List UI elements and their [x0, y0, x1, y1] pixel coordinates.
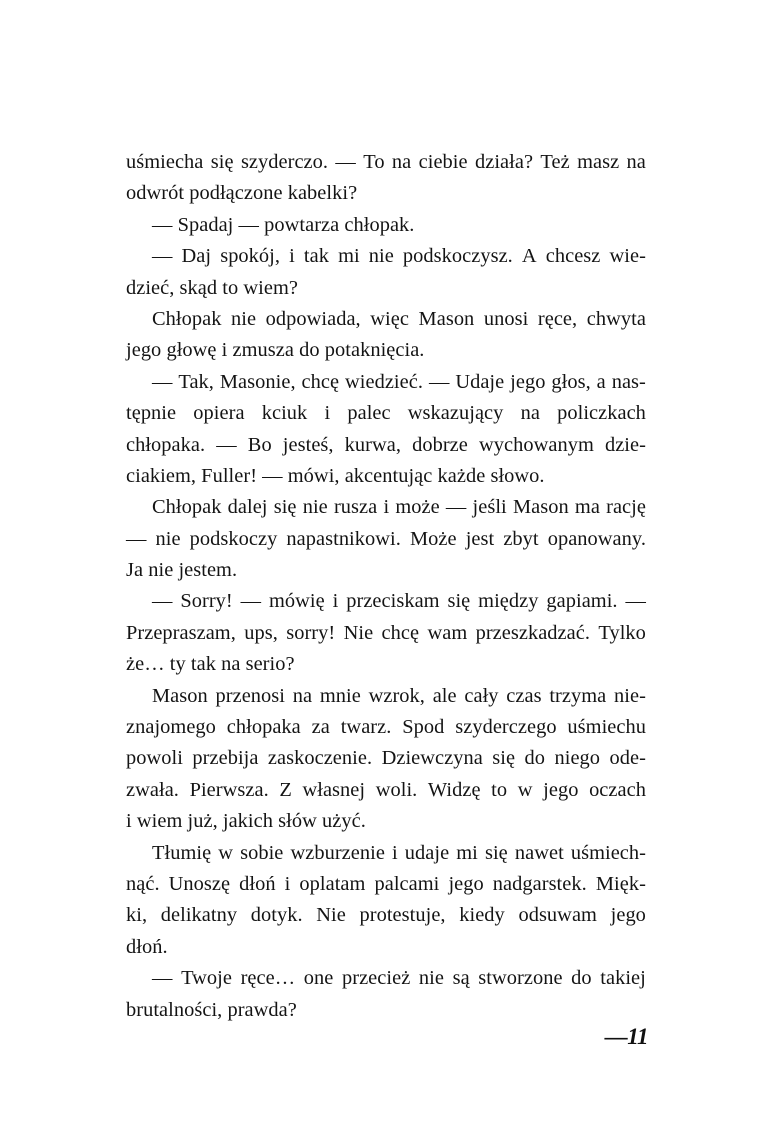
word: napastnikowi.: [286, 527, 401, 550]
word: uśmiechu: [567, 716, 646, 739]
word: zaskoczenie.: [267, 747, 373, 770]
word: odwrót podłączone kabelki?: [126, 182, 358, 205]
text-line: [126, 492, 646, 523]
word: jego głowę i zmusza do potaknięcia.: [126, 339, 425, 362]
word: woli.: [375, 778, 418, 801]
word: dzieć, skąd to wiem?: [126, 276, 298, 299]
word: one: [303, 967, 334, 990]
word: kciuk: [261, 402, 308, 425]
word: się: [484, 841, 508, 864]
word: przeszkadzać.: [475, 621, 591, 644]
word: na: [391, 151, 412, 173]
word: —: [152, 967, 173, 990]
word: delikatny: [160, 904, 238, 927]
word: szyderczego: [455, 716, 557, 739]
word: i: [289, 245, 295, 268]
word: —: [152, 245, 173, 268]
word: gapiami.: [546, 590, 618, 613]
word: opanowany.: [547, 527, 646, 550]
word: tak: [303, 245, 329, 268]
word: chcę: [381, 621, 420, 644]
word: przebija: [192, 747, 259, 770]
word: — Spadaj — powtarza chłopak.: [152, 213, 415, 236]
word: w: [517, 778, 533, 801]
word: twarz.: [340, 716, 392, 739]
word: rację: [606, 496, 646, 519]
word: własnej: [302, 778, 366, 801]
text-line: [126, 995, 646, 1026]
word: na: [292, 684, 313, 707]
word: opiera: [193, 402, 245, 425]
word: jego: [543, 778, 579, 801]
word: spokój,: [220, 245, 281, 268]
word: —: [445, 496, 467, 519]
word: jego: [448, 872, 484, 895]
word: a: [596, 370, 606, 393]
word: w: [218, 841, 234, 864]
word: oczach: [589, 778, 646, 801]
word: dalej: [227, 496, 268, 519]
word: nie-: [614, 684, 646, 707]
text-line: [126, 900, 646, 931]
word: jesteś,: [282, 433, 334, 456]
text-line: [126, 932, 646, 963]
word: Chłopak: [152, 496, 222, 519]
text-line: [126, 869, 646, 900]
text-line: [126, 743, 646, 774]
text-line: [126, 461, 646, 492]
word: palec: [347, 402, 391, 425]
word: wzburzenie: [290, 841, 385, 864]
word: chcesz: [545, 245, 601, 268]
word: do: [524, 747, 546, 770]
word: podskoczysz.: [402, 245, 513, 268]
word: Unoszę: [168, 872, 231, 895]
word: Nie: [316, 904, 346, 927]
word: Chłopak: [152, 307, 222, 330]
word: ciebie: [418, 151, 468, 173]
word: się: [492, 747, 516, 770]
word: między: [478, 590, 539, 613]
word: unosi: [483, 307, 529, 330]
word: niego: [554, 747, 601, 770]
word: czas: [506, 684, 542, 707]
word: jego: [510, 370, 546, 393]
word: Masonie,: [219, 370, 296, 393]
word: odsuwam: [518, 904, 597, 927]
text-line: [126, 681, 646, 712]
word: znajomego: [126, 716, 216, 739]
word: chwyta: [586, 307, 646, 330]
word: sobie: [240, 841, 284, 864]
word: mi: [456, 841, 478, 864]
text-line: [126, 273, 646, 304]
text-line: [126, 586, 646, 617]
word: masz: [577, 151, 620, 173]
word: —: [152, 590, 173, 613]
word: policzkach: [557, 402, 646, 425]
word: chcę: [301, 370, 340, 393]
text-line: [126, 367, 646, 398]
word: Przepraszam,: [126, 621, 236, 644]
word: —: [216, 433, 237, 456]
page-number: —11: [604, 1024, 648, 1049]
word: wskazujący: [407, 402, 504, 425]
word: chłopaka.: [126, 433, 206, 456]
word: nawet: [514, 841, 564, 864]
word: trzyma: [549, 684, 607, 707]
word: ups,: [244, 621, 278, 644]
word: —: [240, 590, 262, 613]
word: przeciskam: [346, 590, 440, 613]
word: Tłumię: [152, 841, 212, 864]
word: ale: [432, 684, 457, 707]
word: się: [273, 496, 297, 519]
text-line: [126, 398, 646, 429]
word: Tak,: [178, 370, 214, 393]
word: udaje: [404, 841, 450, 864]
word: Też: [540, 151, 570, 173]
word: takiej: [600, 967, 646, 990]
word: To: [363, 151, 385, 173]
word: do: [571, 967, 592, 990]
page-text-body: [126, 147, 646, 1026]
word: cały: [464, 684, 499, 707]
word: ma: [574, 496, 600, 519]
word: sorry!: [286, 621, 336, 644]
word: Mięk-: [595, 872, 646, 895]
word: mi: [338, 245, 360, 268]
word: ciakiem, Fuller! — mówi, akcentując każde słowo.: [126, 464, 545, 487]
word: działa?: [474, 151, 534, 173]
word: się: [210, 151, 234, 173]
word: Nie: [343, 621, 374, 644]
text-line: [126, 304, 646, 335]
word: protestuje,: [359, 904, 446, 927]
word: oplatam: [299, 872, 366, 895]
word: —: [152, 370, 173, 393]
word: brutalności, prawda?: [126, 998, 297, 1021]
word: dotyk.: [250, 904, 303, 927]
word: wam: [427, 621, 468, 644]
word: ręce,: [537, 307, 578, 330]
word: Mason: [418, 307, 475, 330]
word: dłoń.: [126, 935, 168, 958]
word: Sorry!: [180, 590, 233, 613]
text-line: [126, 430, 646, 461]
word: jeśli: [472, 496, 507, 519]
word: Z: [279, 778, 292, 801]
word: kurwa,: [344, 433, 401, 456]
text-line: [126, 649, 646, 680]
word: i: [332, 590, 339, 613]
word: wie-: [609, 245, 646, 268]
text-line: [126, 210, 646, 241]
word: mnie: [319, 684, 361, 707]
word: rusza: [333, 496, 378, 519]
word: i: [284, 872, 291, 895]
text-line: [126, 618, 646, 649]
text-line: [126, 147, 646, 178]
word: że… ty tak na serio?: [126, 653, 295, 676]
word: odpowiada,: [265, 307, 361, 330]
word: głos,: [551, 370, 591, 393]
word: Bo: [247, 433, 272, 456]
word: jego: [610, 904, 646, 927]
word: —: [126, 527, 147, 550]
word: to: [491, 778, 508, 801]
word: nie: [418, 967, 444, 990]
word: stworzone: [478, 967, 563, 990]
word: więc: [370, 307, 409, 330]
word: Tylko: [598, 621, 646, 644]
word: i: [383, 496, 390, 519]
word: może: [395, 496, 440, 519]
word: nas-: [611, 370, 646, 393]
word: podskoczy: [189, 527, 278, 550]
word: na: [626, 151, 646, 173]
word: Daj: [181, 245, 212, 268]
word: mówię: [268, 590, 325, 613]
word: ode-: [609, 747, 646, 770]
text-line: [126, 838, 646, 869]
word: nie: [231, 307, 257, 330]
word: wiedzieć.: [345, 370, 424, 393]
word: są: [452, 967, 470, 990]
word: kiedy: [459, 904, 505, 927]
text-line: [126, 712, 646, 743]
word: nąć.: [126, 872, 160, 895]
word: uśmiech-: [570, 841, 646, 864]
word: —: [428, 370, 450, 393]
word: wzrok,: [368, 684, 425, 707]
word: ręce…: [240, 967, 296, 990]
word: —: [625, 590, 646, 613]
word: zbyt: [503, 527, 539, 550]
word: Udaje: [455, 370, 505, 393]
text-line: [126, 524, 646, 555]
text-line: [126, 963, 646, 994]
word: tępnie: [126, 402, 177, 425]
word: Twoje: [181, 967, 232, 990]
text-line: [126, 241, 646, 272]
word: Może: [409, 527, 457, 550]
text-line: [126, 775, 646, 806]
word: powoli: [126, 747, 183, 770]
word: za: [311, 716, 330, 739]
word: dłoń: [239, 872, 276, 895]
word: dobrze: [412, 433, 468, 456]
word: jest: [465, 527, 495, 550]
word: Ja nie jestem.: [126, 559, 238, 582]
word: ki,: [126, 904, 148, 927]
word: nie: [302, 496, 328, 519]
word: przecież: [342, 967, 411, 990]
text-line: [126, 335, 646, 366]
word: przenosi: [215, 684, 285, 707]
word: nie: [368, 245, 394, 268]
word: wychowanym: [478, 433, 594, 456]
word: Mason: [152, 684, 208, 707]
word: na: [520, 402, 540, 425]
word: i wiem już, jakich słów użyć.: [126, 810, 366, 833]
word: i: [392, 841, 398, 864]
word: Spod: [402, 716, 445, 739]
word: się: [447, 590, 471, 613]
word: dzie-: [604, 433, 646, 456]
word: nadgarstek.: [492, 872, 587, 895]
word: Pierwsza.: [189, 778, 269, 801]
word: Mason: [512, 496, 569, 519]
word: A: [521, 245, 537, 268]
word: chłopaka: [226, 716, 301, 739]
text-line: [126, 806, 646, 837]
word: nie: [155, 527, 181, 550]
word: palcami: [374, 872, 440, 895]
word: zwała.: [126, 778, 179, 801]
word: —: [335, 151, 356, 173]
word: i: [324, 402, 331, 425]
word: szyderczo.: [240, 151, 329, 173]
word: Widzę: [427, 778, 481, 801]
word: uśmiecha: [126, 151, 204, 173]
text-line: [126, 178, 646, 209]
text-line: [126, 555, 646, 586]
word: Dziewczyna: [381, 747, 483, 770]
